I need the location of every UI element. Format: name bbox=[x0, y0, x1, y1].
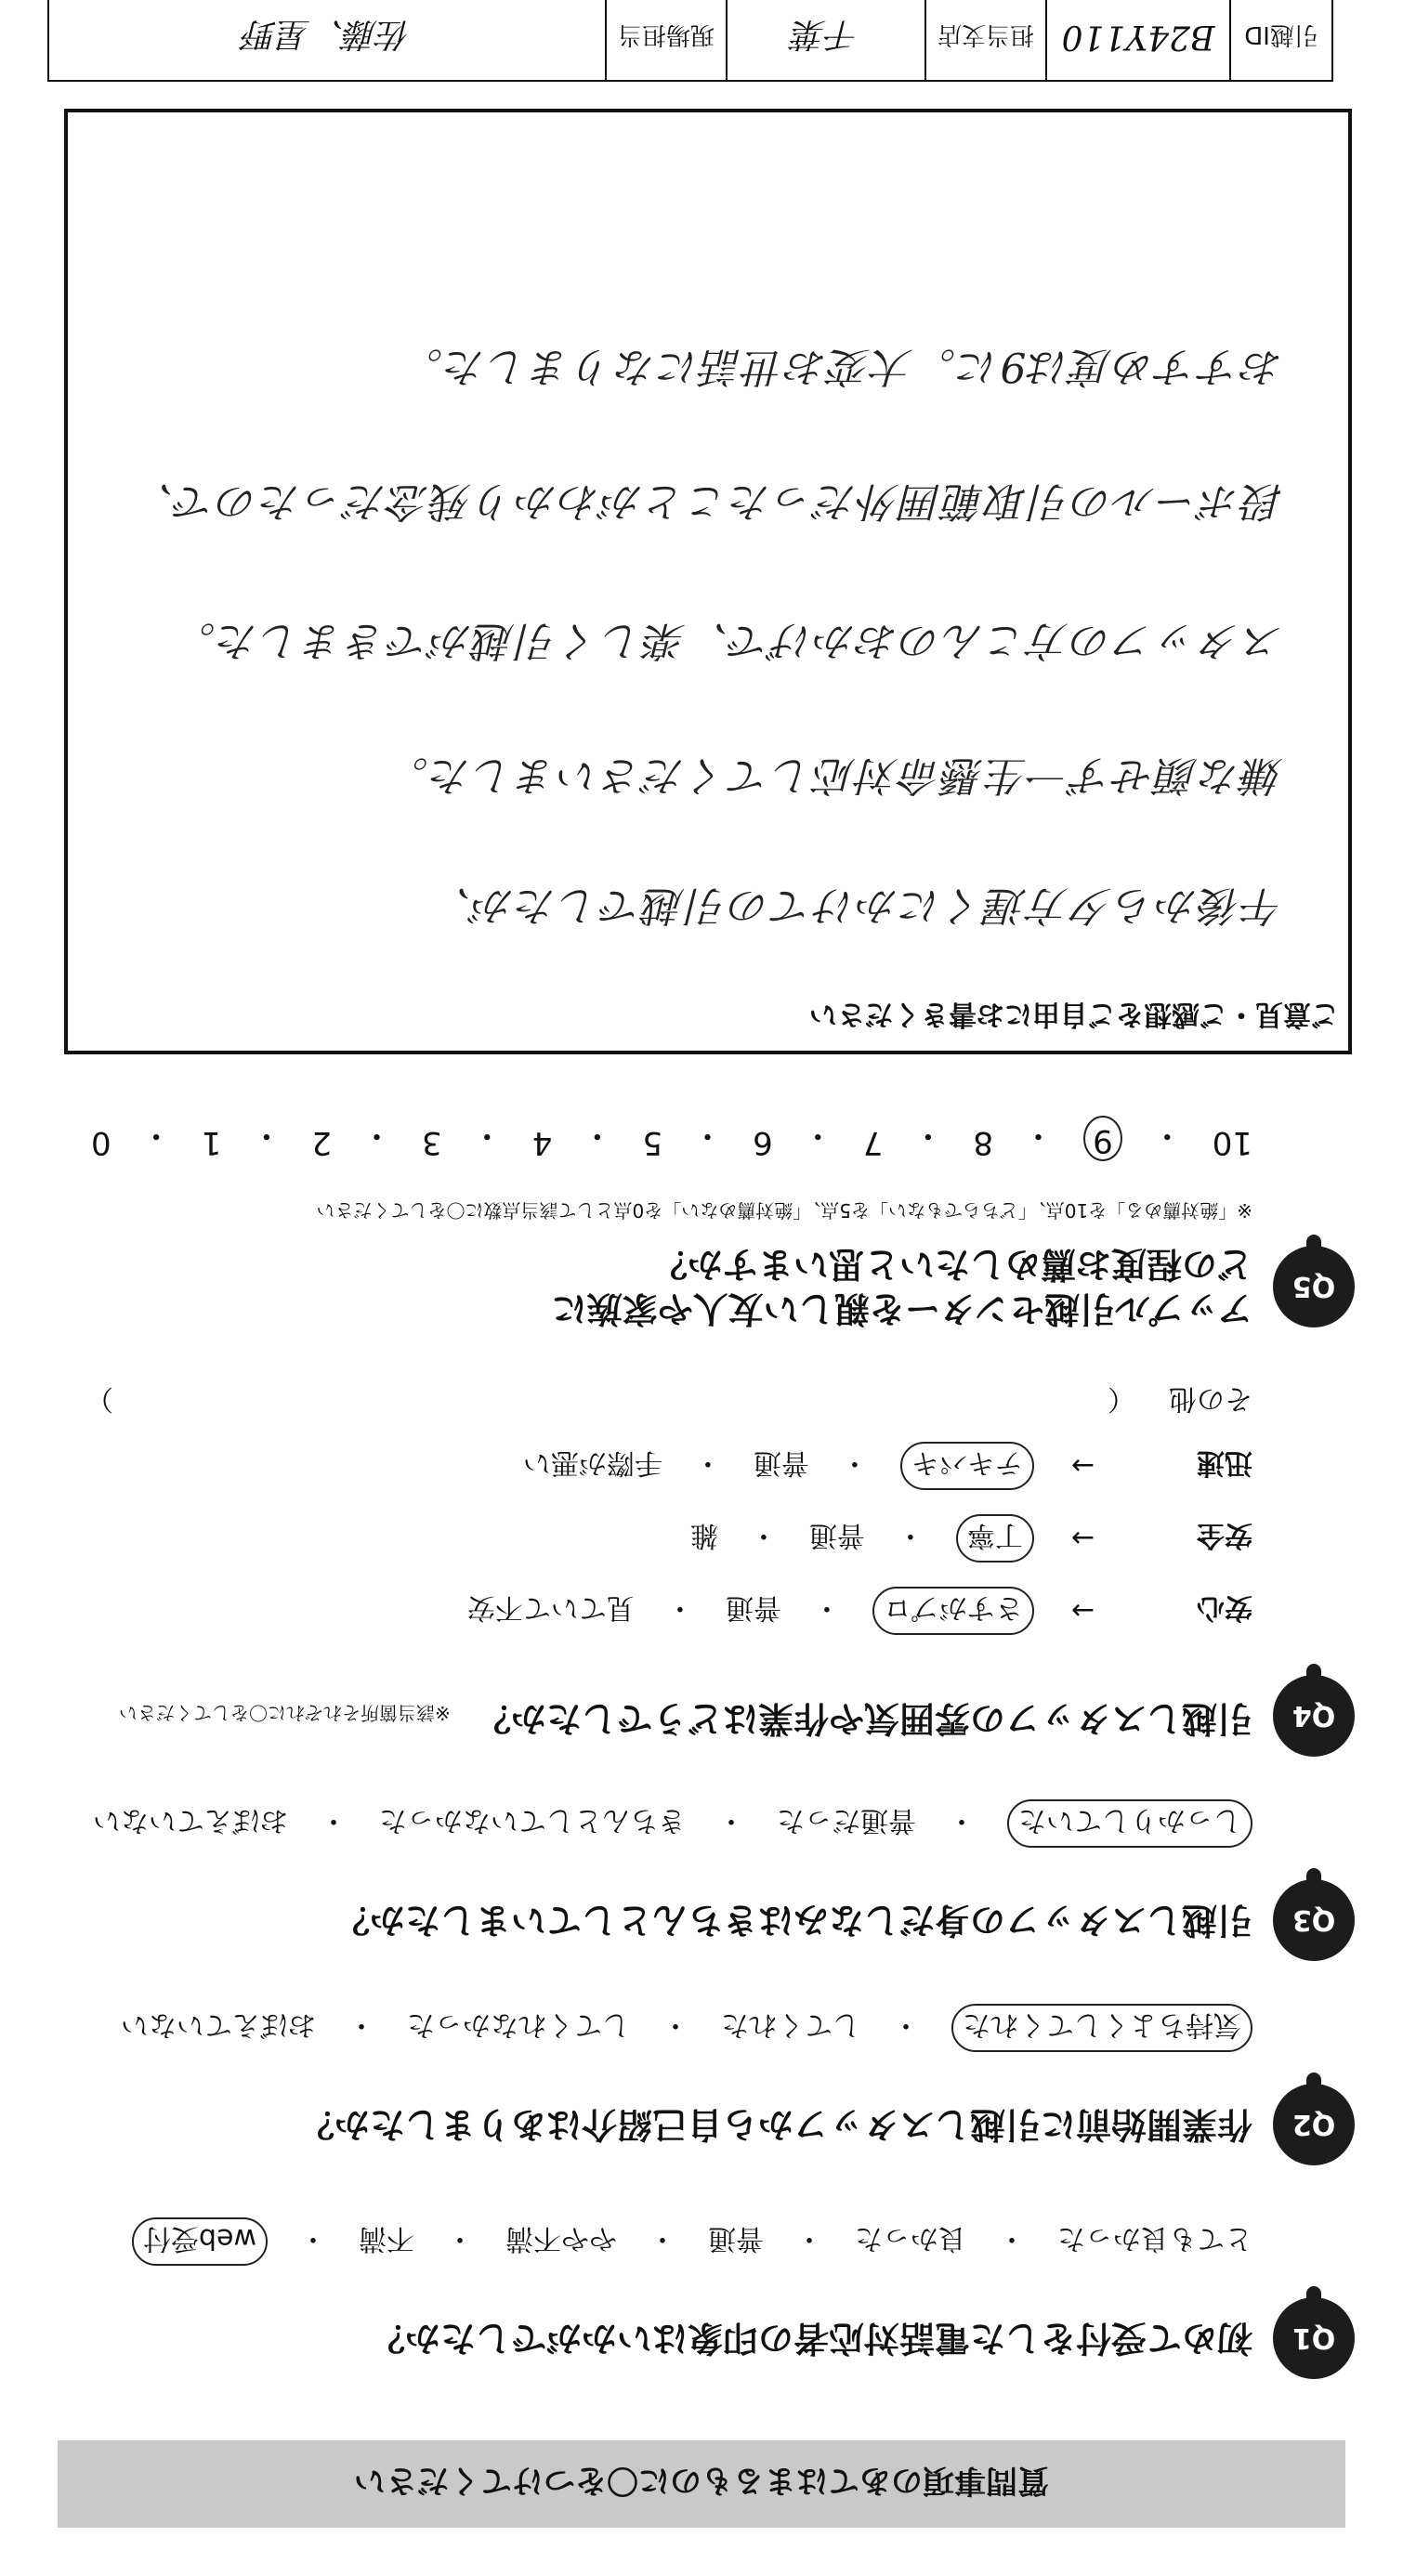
score-option[interactable]: 1 bbox=[201, 1124, 222, 1161]
q2-option[interactable]: おぼえていない bbox=[121, 2008, 316, 2041]
q4-other-field[interactable] bbox=[85, 1381, 1135, 1422]
id-value: B24Y110 bbox=[1045, 0, 1229, 80]
q3-option[interactable]: きちんとしていなかった bbox=[379, 1804, 686, 1837]
q4-text bbox=[119, 1691, 1252, 1741]
branch-label: 担当支店 bbox=[924, 0, 1045, 80]
q4-note: ※該当箇所それぞれに〇をしてください bbox=[118, 1702, 451, 1724]
score-option[interactable]: 4 bbox=[531, 1124, 553, 1161]
score-option[interactable]: 6 bbox=[753, 1124, 773, 1161]
q4-option[interactable]: 普通 bbox=[808, 1519, 865, 1551]
open-paren: （ bbox=[1108, 1382, 1135, 1415]
q4-option[interactable]: 普通 bbox=[725, 1591, 781, 1624]
score-option[interactable]: 10 bbox=[1212, 1124, 1252, 1161]
q3-text: 引越しスタッフの身だしなみはきちんとしていましたか？ bbox=[334, 1900, 1252, 1941]
score-option[interactable]: 3 bbox=[422, 1124, 442, 1161]
comments-box[interactable] bbox=[64, 109, 1352, 1054]
q5-text-line2: どの程度お薦めしたいと思いますか？ bbox=[651, 1244, 1252, 1285]
score-option[interactable]: 8 bbox=[973, 1124, 994, 1161]
q4-option[interactable]: 普通 bbox=[753, 1446, 809, 1479]
q4-other-label: その他 bbox=[1169, 1382, 1252, 1415]
question-1 bbox=[54, 2217, 1355, 2379]
q2-option[interactable]: 気持ちよくしてくれた bbox=[951, 2004, 1252, 2052]
score-option[interactable]: 2 bbox=[311, 1124, 332, 1161]
q4-row-label: 安心 bbox=[1197, 1591, 1252, 1624]
lead-value: 佐藤、星野 bbox=[243, 15, 412, 54]
score-option[interactable]: 7 bbox=[862, 1124, 884, 1161]
q4-option[interactable]: 見ていて不安 bbox=[466, 1591, 635, 1624]
q4-question: 引越しスタッフの雰囲気や作業はどうでしたか？ bbox=[475, 1698, 1252, 1739]
q4-option[interactable]: 丁寧 bbox=[956, 1514, 1034, 1563]
q4-badge: Q4 bbox=[1273, 1675, 1355, 1757]
q4-other bbox=[54, 1381, 1252, 1422]
close-paren: ） bbox=[85, 1382, 113, 1415]
q4-option[interactable]: テキパキ bbox=[900, 1442, 1034, 1490]
q2-badge: Q2 bbox=[1273, 2084, 1355, 2165]
lead-label: 現場担当 bbox=[605, 0, 726, 80]
q3-option[interactable]: 普通だった bbox=[777, 1804, 916, 1837]
q4-row-anshin: 安心 → さすがプロ ・ 普通 ・ 見ていて不安 bbox=[54, 1575, 1252, 1647]
comment-line: スタッフの方こんのおかげで、楽しく引越ができました。 bbox=[172, 617, 1283, 664]
q4-option[interactable]: 雑 bbox=[689, 1519, 718, 1551]
comments-title: ご意見・ご感想をご自由にお書きください bbox=[809, 998, 1339, 1030]
q2-text: 作業開始前に引越しスタッフから自己紹介はありましたか？ bbox=[298, 2104, 1252, 2145]
q4-row-jinsoku: 迅速 → テキパキ ・ 普通 ・ 手際が悪い bbox=[54, 1430, 1252, 1502]
q1-option[interactable]: 良かった bbox=[855, 2222, 966, 2255]
q4-row-anzen: 安全 → 丁寧 ・ 普通 ・ 雑 bbox=[54, 1502, 1252, 1575]
branch-value: 千葉 bbox=[726, 0, 924, 80]
q5-note: ※「絶対薦める」を10点、「どちらでもない」を5点、「絶対薦めない」を0点として該当点数に〇をしてください bbox=[316, 1199, 1252, 1222]
q5-text bbox=[552, 1242, 1252, 1331]
q5-scale: 10 ・ 9 ・ 8 ・ 7 ・ 6 ・ 5 ・ 4 ・ 3 ・ 2 ・ 1 ・ 0 bbox=[91, 1117, 1252, 1161]
comment-line: 午後から夕方遅くにかけての引越でしたが、 bbox=[428, 882, 1283, 929]
q5-text-line1: アップル引越センターを親しい友人や家族に bbox=[551, 1288, 1252, 1329]
q4-row-label: 安全 bbox=[1197, 1519, 1252, 1551]
q2-option[interactable]: してくれた bbox=[721, 2008, 860, 2041]
q2-options: 気持ちよくしてくれた ・ してくれた ・ してくれなかった ・ おぼえていない bbox=[54, 2004, 1252, 2052]
question-5 bbox=[54, 1116, 1355, 1331]
comment-line: おすすめ度は9に。大変お世話になりました。 bbox=[400, 343, 1283, 390]
q1-option[interactable]: web受付 bbox=[132, 2217, 268, 2266]
id-label: 引越ID bbox=[1229, 0, 1331, 80]
instruction-text: 質問事項のあてはまるものに〇をつけてください bbox=[354, 2462, 1049, 2500]
q1-text: 初めて受付をした電話対応者の印象はいかがでしたか？ bbox=[369, 2318, 1252, 2359]
comment-line: 段ボールの引取範囲外だったことがわかり残念だったので、 bbox=[130, 477, 1283, 525]
question-3 bbox=[54, 1799, 1355, 1961]
q4-option[interactable]: さすがプロ bbox=[872, 1587, 1034, 1635]
instruction-banner bbox=[58, 2440, 1345, 2528]
q1-option[interactable]: やや不満 bbox=[505, 2222, 617, 2255]
q1-option[interactable]: 不満 bbox=[359, 2222, 414, 2255]
arrow-right-icon: → bbox=[1070, 1522, 1095, 1555]
q3-option[interactable]: しっかりしていた bbox=[1007, 1799, 1252, 1848]
q4-row-label: 迅速 bbox=[1197, 1446, 1252, 1479]
q4-option[interactable]: 手際が悪い bbox=[522, 1446, 662, 1479]
q3-option[interactable]: おぼえていない bbox=[93, 1804, 288, 1837]
q1-badge: Q1 bbox=[1273, 2297, 1355, 2379]
q1-options: とても良かった ・ 良かった ・ 普通 ・ やや不満 ・ 不満 ・ web受付 bbox=[54, 2217, 1252, 2266]
comment-line: 嫌な顔せず一生懸命対応してくださいました。 bbox=[386, 752, 1283, 799]
score-option[interactable]: 0 bbox=[91, 1124, 111, 1161]
q3-badge: Q3 bbox=[1273, 1879, 1355, 1961]
question-4 bbox=[54, 1381, 1355, 1757]
q1-option[interactable]: 普通 bbox=[708, 2222, 764, 2255]
q1-option[interactable]: とても良かった bbox=[1057, 2222, 1252, 2255]
score-option[interactable]: 5 bbox=[642, 1124, 663, 1161]
q2-option[interactable]: してくれなかった bbox=[407, 2008, 630, 2041]
question-2 bbox=[54, 2004, 1355, 2165]
arrow-right-icon: → bbox=[1070, 1449, 1095, 1483]
q5-badge: Q5 bbox=[1273, 1246, 1355, 1327]
q3-options: しっかりしていた ・ 普通だった ・ きちんとしていなかった ・ おぼえていない bbox=[54, 1799, 1252, 1848]
staff-info-table bbox=[47, 0, 1333, 82]
score-option-circled[interactable]: 9 bbox=[1083, 1116, 1122, 1161]
arrow-right-icon: → bbox=[1070, 1594, 1095, 1628]
